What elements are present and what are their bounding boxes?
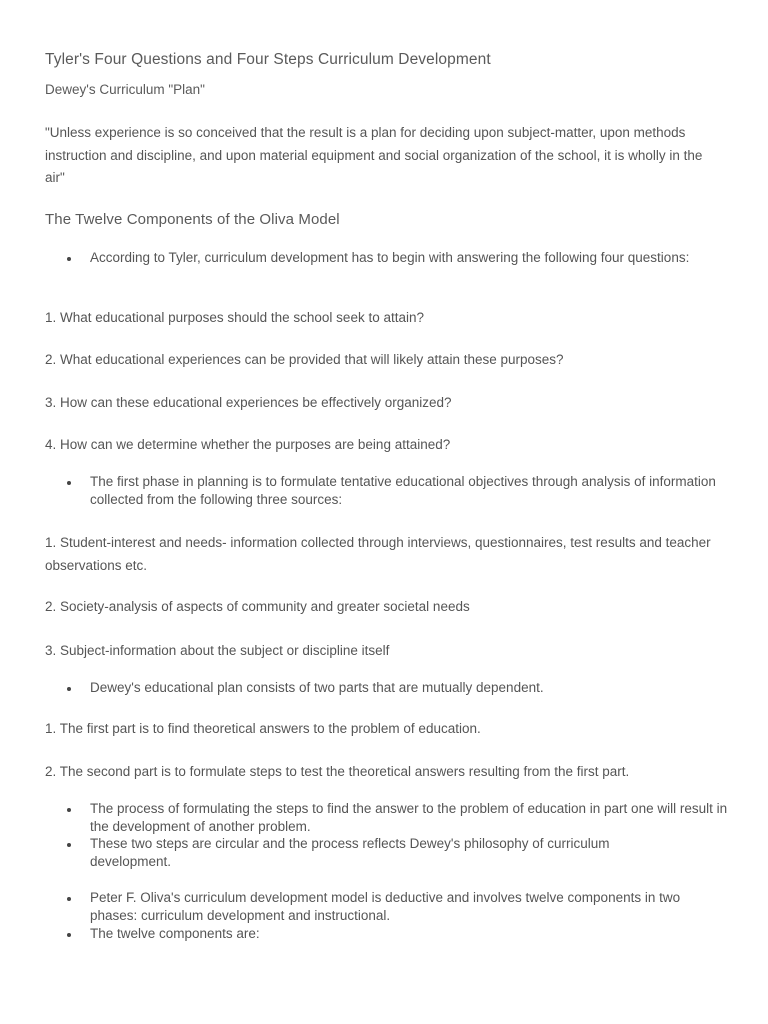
question-1: 1. What educational purposes should the school seek to attain? bbox=[45, 310, 424, 325]
source-2: 2. Society-analysis of aspects of community and greater societal needs bbox=[45, 599, 470, 614]
oliva-bullet-1: Peter F. Oliva's curriculum development model is deductive and involves twelve components in two phases: curriculum development and instructional. bbox=[90, 890, 681, 923]
source-3: 3. Subject-information about the subject or discipline itself bbox=[45, 643, 390, 658]
dewey-quote: "Unless experience is so conceived that the result is a plan for deciding upon subject-matter, upon methods instruction and discipline, and upon material equipment and social organization of the school, it is wholly in the air" bbox=[45, 125, 703, 185]
page-title: Tyler's Four Questions and Four Steps Curriculum Development bbox=[45, 51, 491, 68]
dewey-bullet-text: Dewey's educational plan consists of two parts that are mutually dependent. bbox=[90, 680, 544, 695]
bullet-marker bbox=[67, 843, 71, 847]
question-4: 4. How can we determine whether the purposes are being attained? bbox=[45, 437, 451, 452]
source-1: 1. Student-interest and needs- information collected through interviews, questionnaires, test results and teacher observations etc. bbox=[45, 535, 711, 573]
bullet-marker bbox=[67, 687, 71, 691]
part-2: 2. The second part is to formulate steps to test the theoretical answers resulting from the first part. bbox=[45, 764, 630, 779]
section-heading: The Twelve Components of the Oliva Model bbox=[45, 211, 340, 228]
question-2: 2. What educational experiences can be provided that will likely attain these purposes? bbox=[45, 352, 564, 367]
bullet-marker bbox=[67, 481, 71, 485]
bullet-marker bbox=[67, 897, 71, 901]
process-bullet-1: The process of formulating the steps to find the answer to the problem of education in part one will result in the development of another problem. bbox=[90, 801, 728, 834]
part-1: 1. The first part is to find theoretical answers to the problem of education. bbox=[45, 721, 481, 736]
bullet-marker bbox=[67, 808, 71, 812]
bullet-marker bbox=[67, 933, 71, 937]
process-bullet-2: These two steps are circular and the process reflects Dewey's philosophy of curriculum development. bbox=[90, 836, 610, 869]
question-3: 3. How can these educational experiences be effectively organized? bbox=[45, 395, 452, 410]
tyler-bullet-text: According to Tyler, curriculum development has to begin with answering the following four questions: bbox=[90, 250, 690, 265]
page-subtitle: Dewey's Curriculum "Plan" bbox=[45, 82, 205, 97]
bullet-marker bbox=[67, 257, 71, 261]
phase-bullet-text: The first phase in planning is to formulate tentative educational objectives through analysis of information collected from the following three sources: bbox=[90, 474, 716, 507]
oliva-bullet-2: The twelve components are: bbox=[90, 926, 260, 941]
